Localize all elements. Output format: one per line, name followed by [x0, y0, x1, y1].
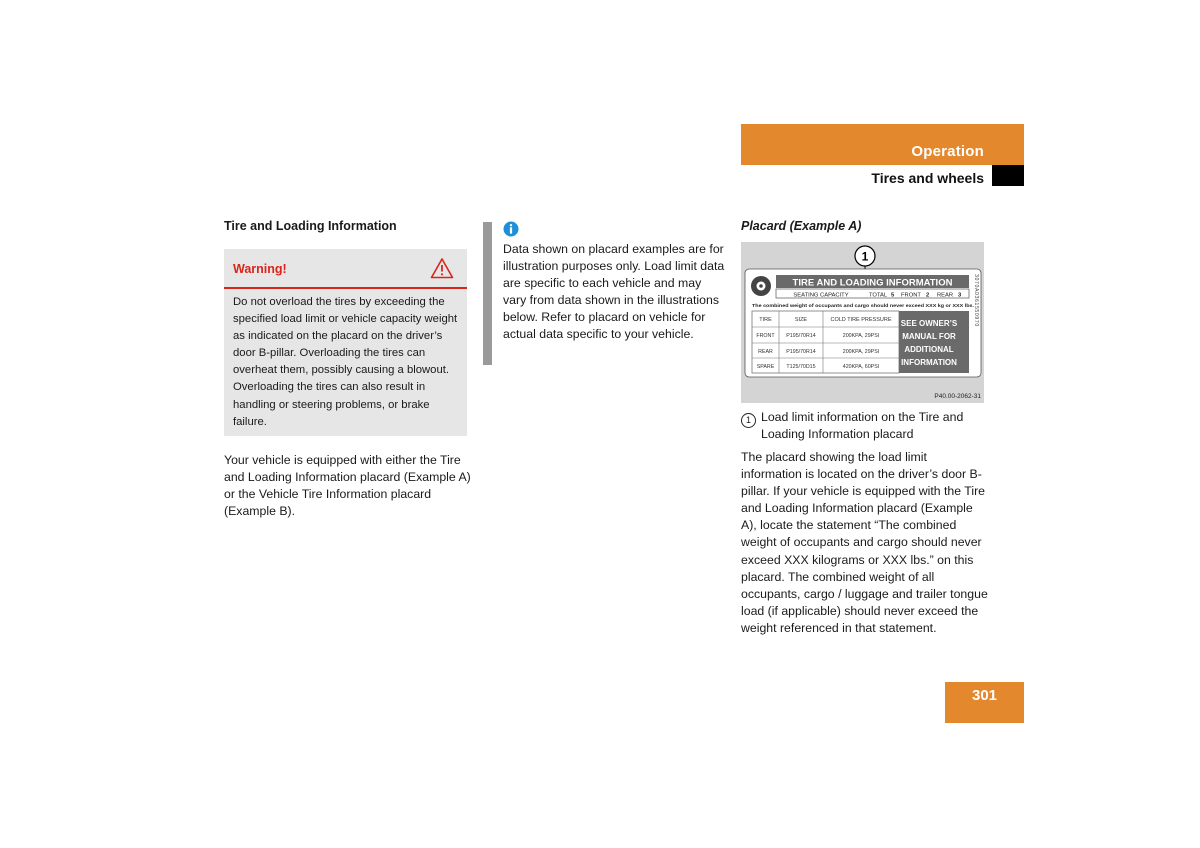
- thumb-tab-marker: [992, 165, 1024, 186]
- warning-triangle-icon: [430, 257, 454, 284]
- table-cell: REAR: [758, 349, 773, 355]
- warning-box: [224, 249, 467, 436]
- column1-paragraph: Your vehicle is equipped with either the Tire and Loading Information placard (Example A) or the Vehicle Tire Information placard (Example B).: [224, 453, 471, 519]
- section-header-band: [741, 124, 1024, 165]
- warning-text: Do not overload the tires by exceeding the specified load limit or vehicle capacity weight as indicated on the placard on the driver’s door B-pillar. Overloading the tires can overheat them, possibly causing a blowout. Overloading the tires can also result in handling or steering problems, or brake failure.: [233, 296, 458, 428]
- warning-header: [224, 249, 467, 289]
- table-cell: T125/70D15: [786, 364, 816, 370]
- table-cell: P195/70R14: [786, 349, 816, 355]
- table-header-pressure: COLD TIRE PRESSURE: [830, 317, 892, 323]
- figure-title: Placard (Example A): [741, 219, 862, 233]
- note-sidebar: [483, 222, 492, 365]
- figure-id: P40.00-2062-31: [934, 393, 981, 400]
- table-cell: FRONT: [756, 333, 775, 339]
- table-cell: SPARE: [756, 364, 775, 370]
- side-box-line: ADDITIONAL: [904, 345, 954, 354]
- total-value: 5: [891, 292, 895, 299]
- table-header-size: SIZE: [794, 317, 808, 323]
- page-number: 301: [971, 687, 998, 704]
- table-cell: P195/70R14: [786, 333, 816, 339]
- subsection-header: [741, 165, 1024, 186]
- seating-capacity-label: SEATING CAPACITY: [793, 292, 849, 299]
- side-box-line: INFORMATION: [901, 358, 957, 367]
- section-title: Operation: [911, 143, 984, 160]
- table-cell: 420KPA, 60PSI: [842, 364, 880, 370]
- front-value: 2: [926, 292, 930, 299]
- side-box-line: SEE OWNER’S: [900, 319, 958, 328]
- table-cell: 200KPA, 29PSI: [842, 349, 880, 355]
- page-number-box: [945, 682, 1024, 723]
- table-header-tire: TIRE: [759, 317, 772, 323]
- front-label: FRONT: [901, 292, 921, 299]
- placard-statement: The combined weight of occupants and cargo should never exceed XXX kg or XXX lbs.: [752, 304, 950, 309]
- table-cell: 200KPA, 29PSI: [842, 333, 880, 339]
- info-icon: [503, 221, 519, 242]
- total-label: TOTAL: [869, 292, 888, 299]
- side-box-line: MANUAL FOR: [902, 332, 956, 341]
- column1-heading: Tire and Loading Information: [224, 219, 397, 233]
- placard-title: TIRE AND LOADING INFORMATION: [792, 277, 953, 289]
- rear-value: 3: [958, 292, 962, 299]
- subsection-title: Tires and wheels: [871, 170, 984, 186]
- placard-vertical-code: 3070A0361550970: [973, 274, 979, 327]
- warning-label: Warning!: [233, 262, 287, 276]
- note-text: Data shown on placard examples are for illustration purposes only. Load limit data are specific to each vehicle and may vary from data shown in the illustrations below. Refer to placard on vehicle for actual data specific to your vehicle.: [503, 242, 725, 342]
- callout-marker-number: 1: [741, 413, 756, 428]
- placard-callout-number: 1: [861, 249, 869, 264]
- rear-label: REAR: [937, 292, 954, 299]
- placard-figure: [741, 242, 984, 403]
- callout-marker: [741, 410, 756, 428]
- callout-text: Load limit information on the Tire and Loading Information placard: [761, 410, 964, 442]
- column3-paragraph: The placard showing the load limit information is located on the driver’s door B-pillar. If your vehicle is equipped with the Tire and Loading Information placard (Example A), locate the statement “The combined weight of occupants and cargo should never exceed XXX kilograms or XXX lbs.” on this placard. The combined weight of all occupants, cargo / luggage and trailer tongue load (if applicable) should never exceed the weight referenced in that statement.: [741, 450, 988, 635]
